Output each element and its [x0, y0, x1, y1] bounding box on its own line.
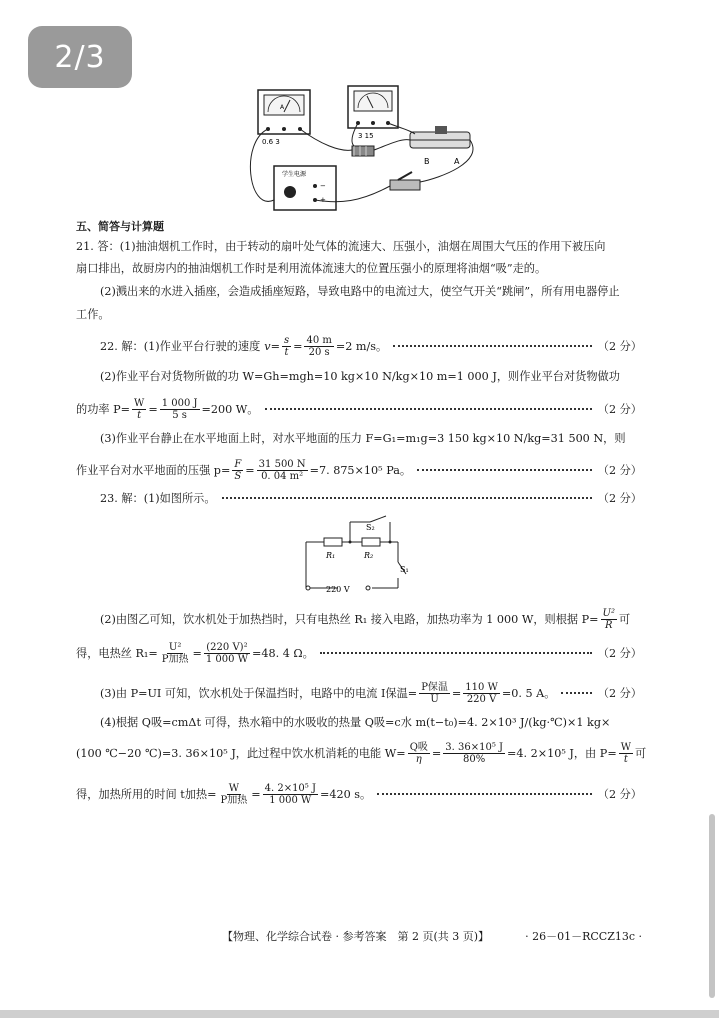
q21-line4: 工作。	[76, 308, 110, 321]
ammeter-scale-label: 0.6 3	[262, 138, 280, 146]
q21-line1: 21. 答：(1)抽油烟机工作时，由于转动的扇叶处气体的流速大、压强小，油烟在周围大气压的作用下被压向	[76, 240, 606, 253]
q23-part4-line3: 得，加热所用的时间 t加热= $\frac{W}{\text{P加热}}$ = $\frac{\text{4. 2×10⁵ J}}{1 000 W}$ =420 s。 （2 分）	[76, 782, 642, 806]
page-footer	[222, 928, 642, 944]
q21-line2: 扇口排出，故厨房内的抽油烟机工作时是利用流体流速大的位置压强小的原理将油烟“吸”走的。	[76, 262, 547, 275]
score: （2 分）	[597, 403, 642, 416]
score: （2 分）	[597, 492, 642, 505]
q23-part4-line1: (4)根据 Q吸=cmΔt 可得，热水箱中的水吸收的热量 Q吸=c水 m(t−t₀)=4. 2×10³ J/(kg·℃)×1 kg×	[100, 716, 611, 729]
svg-text:+: +	[320, 196, 326, 204]
score: （2 分）	[597, 464, 642, 477]
svg-text:A: A	[280, 104, 285, 111]
q22-part3-line1: (3)作业平台静止在水平地面上时，对水平地面的压力 F=G₁=m₁g=3 150 kg×10 N/kg=31 500 N，则	[100, 432, 626, 445]
voltmeter-scale-label: 3 15	[358, 132, 374, 140]
footer-code: · 26－01－RCCZ13c ·	[525, 930, 642, 943]
page-indicator-badge: 2/3	[28, 26, 132, 88]
heater-circuit-diagram	[300, 512, 410, 598]
svg-text:220 V: 220 V	[326, 585, 350, 594]
q23-part1: 23. 解：(1)如图所示。 （2 分）	[100, 492, 642, 505]
small-resistor	[352, 146, 374, 156]
bottom-edge-bar	[0, 1010, 719, 1018]
vertical-scrollbar[interactable]	[709, 814, 715, 998]
q23-part4-line2: (100 ℃−20 ℃)=3. 36×10⁵ J，此过程中饮水机消耗的电能 W= $\frac{\text{Q吸}}{\eta}$ = $\frac{\text{3. 36×10⁵ J}}{80\%}$ =4. 2×10⁵ J，由 P= $\frac{W}{t}$ 可	[76, 741, 647, 765]
leader-dots	[417, 469, 592, 471]
svg-text:S₂: S₂	[366, 523, 375, 532]
score: （2 分）	[597, 340, 642, 353]
section-title: 五、简答与计算题	[76, 220, 164, 233]
switch	[390, 180, 420, 190]
leader-dots	[265, 408, 592, 410]
svg-text:R₂: R₂	[364, 551, 374, 560]
svg-text:−: −	[320, 182, 326, 190]
q22-part3-line2: 作业平台对水平地面的压强 p= $\frac{F}{S}$ = $\frac{31 500 N}{\text{0. 04 m²}}$ =7. 875×10⁵ Pa。 （2 分）	[76, 458, 642, 482]
footer-title: 【物理、化学综合试卷 · 参考答案 第 2 页(共 3 页)】	[222, 930, 490, 943]
leader-dots	[222, 497, 592, 499]
svg-text:A: A	[454, 157, 460, 166]
q22-part2-line2: 的功率 P= $\frac{W}{t}$ = $\frac{1 000 J}{5 s}$ =200 W。 （2 分）	[76, 397, 642, 421]
svg-text:学生电源: 学生电源	[282, 171, 307, 178]
q21-line3: (2)溅出来的水进入插座，会造成插座短路，导致电路中的电流过大，使空气开关“跳闸”，所有用电器停止	[100, 285, 620, 298]
svg-text:S₁: S₁	[400, 565, 409, 574]
leader-dots	[561, 692, 591, 694]
score: （2 分）	[597, 788, 642, 801]
score: （2 分）	[597, 647, 642, 660]
svg-text:B: B	[424, 157, 430, 166]
q22-part1: 22. 解：(1)作业平台行驶的速度 v= $\frac{s}{t}$ = $\frac{40 m}{20 s}$ =2 m/s。 （2 分）	[100, 334, 642, 358]
resistor-r2	[362, 538, 380, 546]
q23-part2-line1: (2)由图乙可知，饮水机处于加热挡时，只有电热丝 R₁ 接入电路，加热功率为 1 000 W，则根据 P= $\frac{\text{U²}}{R}$ 可	[100, 607, 631, 631]
svg-text:R₁: R₁	[326, 551, 336, 560]
experiment-circuit-figure	[240, 82, 490, 222]
q22-part2-line1: (2)作业平台对货物所做的功 W=Gh=mgh=10 kg×10 N/kg×10 m=1 000 J，则作业平台对货物做功	[100, 370, 620, 383]
score: （2 分）	[597, 687, 642, 700]
leader-dots	[377, 793, 592, 795]
resistor-r1	[324, 538, 342, 546]
leader-dots	[393, 345, 592, 347]
q23-part3: (3)由 P=UI 可知，饮水机处于保温挡时，电路中的电流 I保温= $\frac{\text{P保温}}{U}$ = $\frac{110 W}{220 V}$ =0. 5 A。 （2 分）	[100, 681, 642, 705]
leader-dots	[320, 652, 592, 654]
q23-part2-line2: 得，电热丝 R₁= $\frac{\text{U²}}{\text{P加热}}$ = $\frac{\text{(220 V)²}}{1 000 W}$ =48. 4 Ω。 （2 分）	[76, 641, 642, 665]
